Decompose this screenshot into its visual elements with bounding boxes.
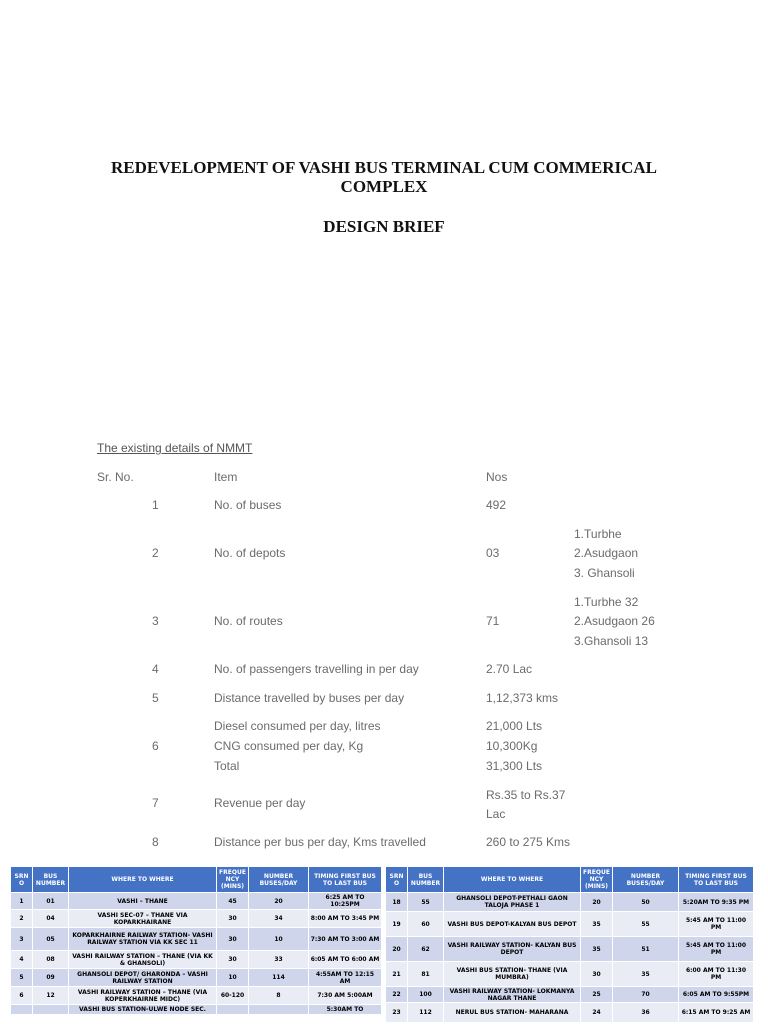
row-value: 21,000 Lts bbox=[486, 719, 543, 733]
table-cell: 3 bbox=[11, 928, 33, 951]
table-row bbox=[11, 893, 382, 910]
column-header: FREQUE NCY (MINS) bbox=[581, 867, 613, 893]
table-cell: 33 bbox=[249, 951, 309, 969]
header-sr-no: Sr. No. bbox=[97, 470, 134, 484]
table-cell: 6:25 AM TO 10:25PM bbox=[309, 893, 382, 910]
column-header: NUMBER BUSES/DAY bbox=[613, 867, 679, 893]
row-item: Distance per bus per day, Kms travelled bbox=[214, 835, 426, 849]
table-row bbox=[386, 912, 754, 937]
table-cell: 6:05 AM TO 9:55PM bbox=[679, 987, 754, 1003]
row-sr: 2 bbox=[152, 546, 159, 560]
table-cell: VASHI – THANE bbox=[69, 893, 217, 910]
column-header: BUS NUMBER bbox=[33, 867, 69, 893]
table-cell: 05 bbox=[33, 928, 69, 951]
row-item: CNG consumed per day, Kg bbox=[214, 739, 364, 753]
table-cell: 7:30 AM TO 3:00 AM bbox=[309, 928, 382, 951]
table-cell: 1 bbox=[11, 893, 33, 910]
table-cell: 19 bbox=[386, 912, 408, 937]
table-cell: 10 bbox=[249, 928, 309, 951]
table-cell: 5 bbox=[11, 969, 33, 987]
table-cell: VASHI BUS DEPOT-KALYAN BUS DEPOT bbox=[444, 912, 581, 937]
table-cell: VASHI RAILWAY STATION- KALYAN BUS DEPOT bbox=[444, 937, 581, 962]
table-row bbox=[11, 910, 382, 928]
table-cell: VASHI SEC-07 – THANE VIA KOPARKHAIRANE bbox=[69, 910, 217, 928]
table-cell: 6:15 AM TO 9:25 AM bbox=[679, 1003, 754, 1023]
depot-name: 2.Asudgaon bbox=[574, 546, 639, 560]
column-header: TIMING FIRST BUS TO LAST BUS bbox=[679, 867, 754, 893]
table-cell: 25 bbox=[581, 987, 613, 1003]
table-cell: NERUL BUS STATION- MAHARANA bbox=[444, 1003, 581, 1023]
table-cell: GHANSOLI DEPOT/ GHARONDA – VASHI RAILWAY STATION bbox=[69, 969, 217, 987]
table-cell: 12 bbox=[33, 987, 69, 1005]
column-header: TIMING FIRST BUS TO LAST BUS bbox=[309, 867, 382, 893]
row-value: 03 bbox=[486, 546, 500, 560]
column-header: BUS NUMBER bbox=[408, 867, 444, 893]
column-header: NUMBER BUSES/DAY bbox=[249, 867, 309, 893]
table-row bbox=[386, 962, 754, 987]
row-value: 1,12,373 kms bbox=[486, 691, 559, 705]
table-cell: 5:45 AM TO 11:00 PM bbox=[679, 912, 754, 937]
table-cell: 08 bbox=[33, 951, 69, 969]
row-value: 260 to 275 Kms bbox=[486, 835, 571, 849]
table-cell: 81 bbox=[408, 962, 444, 987]
row-item: Diesel consumed per day, litres bbox=[214, 719, 381, 733]
existing-details-heading: The existing details of NMMT bbox=[97, 441, 253, 455]
row-value: Rs.35 to Rs.37 bbox=[486, 788, 566, 802]
row-item: Revenue per day bbox=[214, 796, 306, 810]
table-cell: 09 bbox=[33, 969, 69, 987]
row-item: No. of routes bbox=[214, 614, 283, 628]
row-item: No. of depots bbox=[214, 546, 286, 560]
table-body bbox=[386, 893, 754, 1023]
table-cell: 114 bbox=[249, 969, 309, 987]
table-row bbox=[386, 893, 754, 912]
table-cell: 6 bbox=[11, 987, 33, 1005]
table-cell: 60 bbox=[408, 912, 444, 937]
depot-name: 1.Turbhe bbox=[574, 527, 622, 541]
table-cell: 55 bbox=[613, 912, 679, 937]
table-cell: 7:30 AM 5:00AM bbox=[309, 987, 382, 1005]
table-row bbox=[11, 969, 382, 987]
route-count: 1.Turbhe 32 bbox=[574, 595, 639, 609]
row-value: 492 bbox=[486, 498, 507, 512]
depot-name: 3. Ghansoli bbox=[574, 566, 635, 580]
table-row bbox=[386, 937, 754, 962]
row-value: 10,300Kg bbox=[486, 739, 538, 753]
table-cell: 2 bbox=[11, 910, 33, 928]
row-sr: 6 bbox=[152, 739, 159, 753]
table-row bbox=[11, 951, 382, 969]
table-cell: 5:45 AM TO 11:00 PM bbox=[679, 937, 754, 962]
route-count: 3.Ghansoli 13 bbox=[574, 634, 649, 648]
column-header: WHERE TO WHERE bbox=[444, 867, 581, 893]
table-cell: 62 bbox=[408, 937, 444, 962]
table-cell: VASHI RAILWAY STATION – THANE (VIA KK & GHANSOLI) bbox=[69, 951, 217, 969]
table-cell: 50 bbox=[613, 893, 679, 912]
table-cell: VASHI RAILWAY STATION – THANE (VIA KOPERKHAIRNE MIDC) bbox=[69, 987, 217, 1005]
bus-routes-table-left bbox=[10, 866, 382, 1015]
table-cell: 5:20AM TO 9:35 PM bbox=[679, 893, 754, 912]
table-cell: 24 bbox=[581, 1003, 613, 1023]
table-cell: 21 bbox=[386, 962, 408, 987]
table-cell: 04 bbox=[33, 910, 69, 928]
table-cell: 6:05 AM TO 6:00 AM bbox=[309, 951, 382, 969]
table-row bbox=[11, 1005, 382, 1015]
document-subtitle: DESIGN BRIEF bbox=[323, 217, 445, 236]
table-body bbox=[11, 893, 382, 1015]
column-header: FREQUE NCY (MINS) bbox=[217, 867, 249, 893]
table-header-row bbox=[386, 867, 754, 893]
row-value: Lac bbox=[486, 807, 506, 821]
table-cell: 6:00 AM TO 11:30 PM bbox=[679, 962, 754, 987]
table-row bbox=[386, 1003, 754, 1023]
column-header: SRN O bbox=[11, 867, 33, 893]
table-cell bbox=[33, 1005, 69, 1015]
row-sr: 4 bbox=[152, 662, 159, 676]
table-cell: 8:00 AM TO 3:45 PM bbox=[309, 910, 382, 928]
table-cell: 51 bbox=[613, 937, 679, 962]
column-header: WHERE TO WHERE bbox=[69, 867, 217, 893]
table-header-row bbox=[11, 867, 382, 893]
row-item: No. of buses bbox=[214, 498, 282, 512]
row-sr: 8 bbox=[152, 835, 159, 849]
table-cell bbox=[217, 1005, 249, 1015]
table-cell: 100 bbox=[408, 987, 444, 1003]
table-cell: 4 bbox=[11, 951, 33, 969]
row-sr: 1 bbox=[152, 498, 159, 512]
row-value: 2.70 Lac bbox=[486, 662, 533, 676]
table-row bbox=[386, 987, 754, 1003]
header-nos: Nos bbox=[486, 470, 508, 484]
row-value: 71 bbox=[486, 614, 500, 628]
table-cell: 36 bbox=[613, 1003, 679, 1023]
table-cell: 22 bbox=[386, 987, 408, 1003]
row-sr: 7 bbox=[152, 796, 159, 810]
table-cell: 5:30AM TO bbox=[309, 1005, 382, 1015]
table-cell: 55 bbox=[408, 893, 444, 912]
table-cell: 01 bbox=[33, 893, 69, 910]
table-cell bbox=[11, 1005, 33, 1015]
table-cell: 30 bbox=[581, 962, 613, 987]
table-cell: 35 bbox=[581, 937, 613, 962]
table-cell: 45 bbox=[217, 893, 249, 910]
table-cell: 34 bbox=[249, 910, 309, 928]
table-cell: 35 bbox=[613, 962, 679, 987]
route-count: 2.Asudgaon 26 bbox=[574, 614, 655, 628]
table-row bbox=[11, 928, 382, 951]
table-cell: KOPARKHAIRNE RAILWAY STATION- VASHI RAILWAY STATION VIA KK SEC 11 bbox=[69, 928, 217, 951]
table-cell: 10 bbox=[217, 969, 249, 987]
header-item: Item bbox=[214, 470, 238, 484]
table-cell bbox=[249, 1005, 309, 1015]
document-title: REDEVELOPMENT OF VASHI BUS TERMINAL CUM COMMERICAL COMPLEX bbox=[111, 158, 657, 196]
column-header: SRN O bbox=[386, 867, 408, 893]
table-cell: 23 bbox=[386, 1003, 408, 1023]
row-value: 31,300 Lts bbox=[486, 759, 543, 773]
table-cell: 18 bbox=[386, 893, 408, 912]
row-item: Total bbox=[214, 759, 240, 773]
table-cell: VASHI BUS STATION- THANE (VIA MUMBRA) bbox=[444, 962, 581, 987]
row-item: No. of passengers travelling in per day bbox=[214, 662, 419, 676]
table-cell: 35 bbox=[581, 912, 613, 937]
table-cell: 60-120 bbox=[217, 987, 249, 1005]
table-cell: VASHI RAILWAY STATION- LOKMANYA NAGAR THANE bbox=[444, 987, 581, 1003]
table-cell: VASHI BUS STATION-ULWE NODE SEC. bbox=[69, 1005, 217, 1015]
table-cell: 20 bbox=[386, 937, 408, 962]
table-cell: 30 bbox=[217, 951, 249, 969]
table-cell: 30 bbox=[217, 910, 249, 928]
table-cell: 112 bbox=[408, 1003, 444, 1023]
table-cell: 70 bbox=[613, 987, 679, 1003]
bus-routes-table-right bbox=[385, 866, 754, 1023]
table-cell: 4:55AM TO 12:15 AM bbox=[309, 969, 382, 987]
row-sr: 3 bbox=[152, 614, 159, 628]
table-cell: GHANSOLI DEPOT-PETHALI GAON TALOJA PHASE 1 bbox=[444, 893, 581, 912]
table-cell: 20 bbox=[581, 893, 613, 912]
table-cell: 8 bbox=[249, 987, 309, 1005]
table-cell: 20 bbox=[249, 893, 309, 910]
table-row bbox=[11, 987, 382, 1005]
row-item: Distance travelled by buses per day bbox=[214, 691, 405, 705]
row-sr: 5 bbox=[152, 691, 159, 705]
table-cell: 30 bbox=[217, 928, 249, 951]
